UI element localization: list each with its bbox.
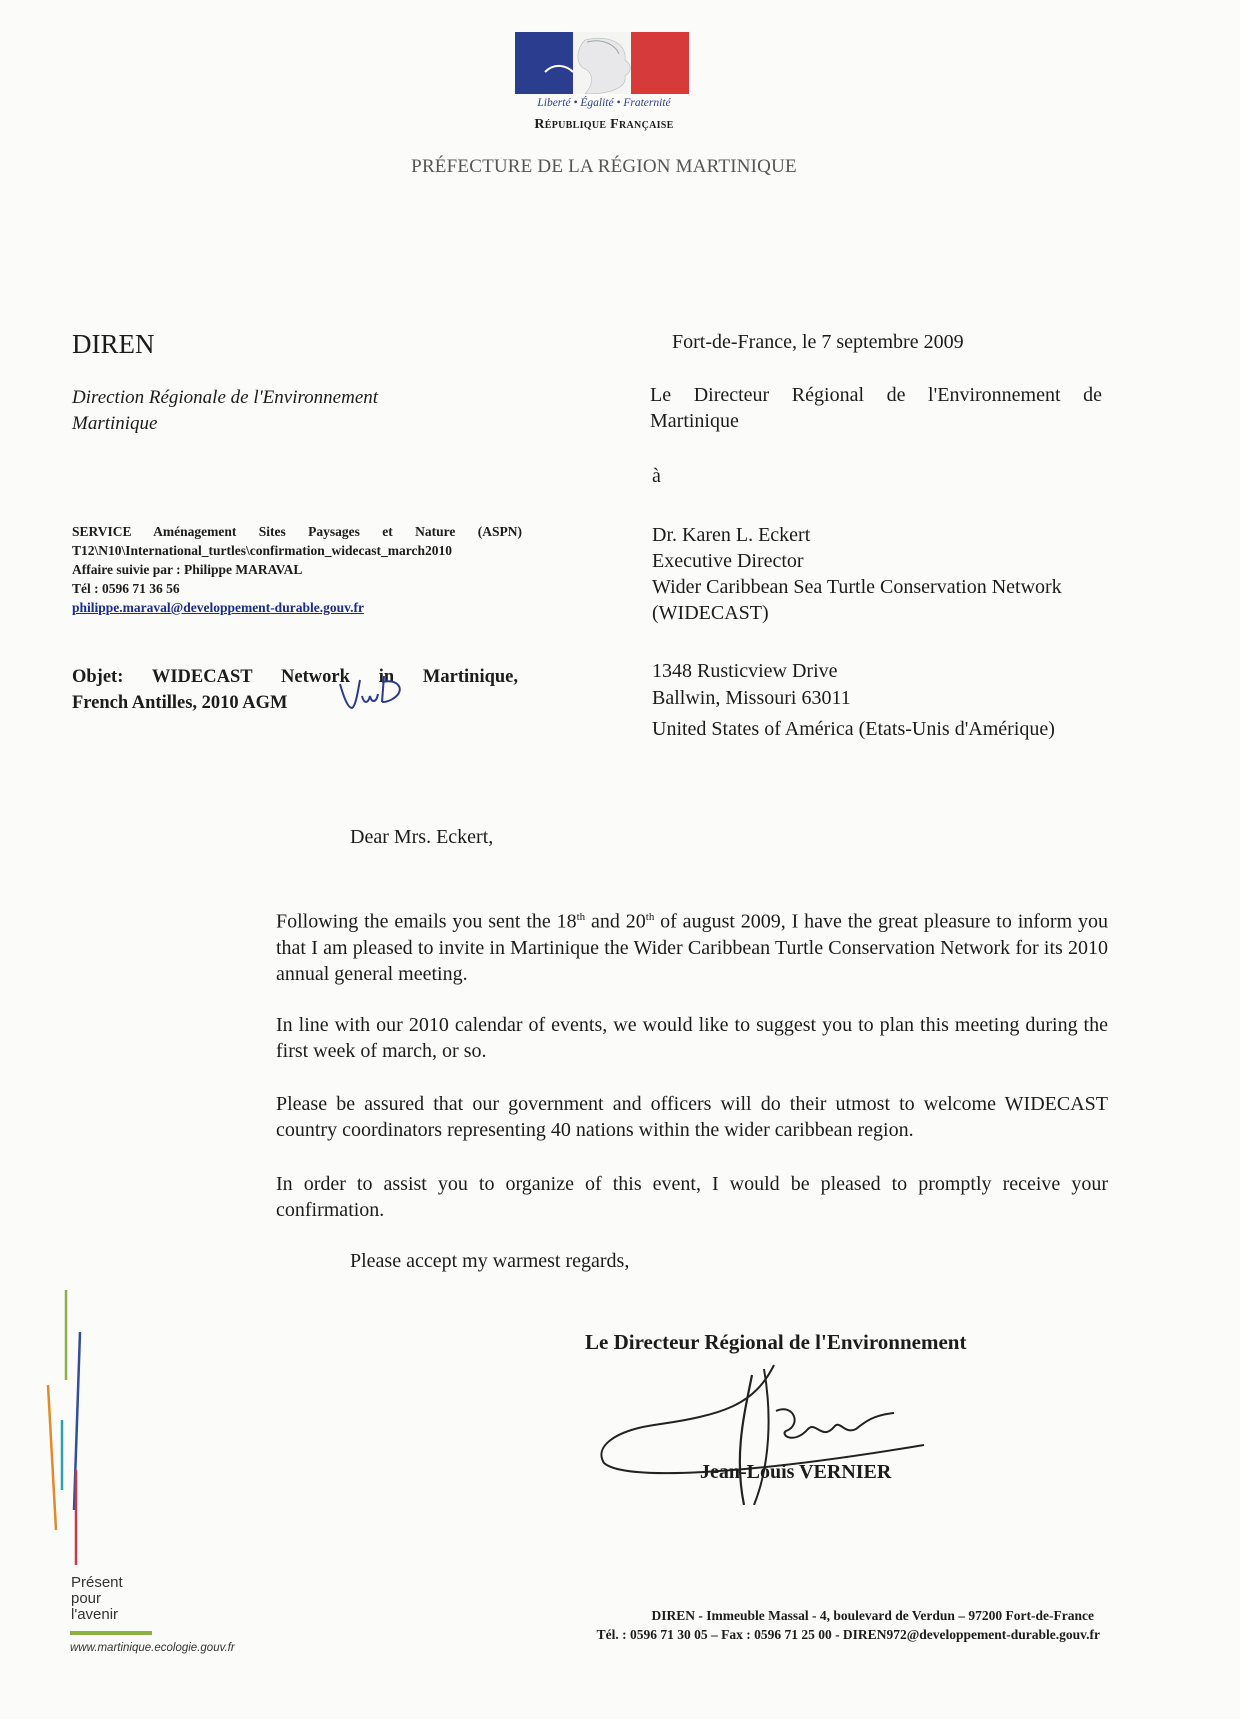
republique-francaise: République Française [534, 117, 674, 132]
signatory-name: Jean-Louis VERNIER [700, 1461, 892, 1483]
recipient-org-1: Wider Caribbean Sea Turtle Conservation Network [652, 576, 1062, 598]
director-line-2: Martinique [650, 410, 739, 432]
service-line: SERVICE Aménagement Sites Paysages et Nature (ASPN) [72, 524, 522, 539]
paragraph-1 [276, 904, 1108, 987]
address-country: United States of América (Etats-Unis d'Amérique) [652, 718, 1055, 740]
direction-line-2: Martinique [72, 413, 158, 434]
followed-by: Affaire suivie par : Philippe MARAVAL [72, 562, 303, 577]
service-block [72, 522, 522, 617]
green-bar [70, 1631, 152, 1635]
recipient-org-2: (WIDECAST) [652, 602, 769, 624]
decorative-lines [40, 1290, 90, 1570]
director-title [650, 382, 1102, 434]
paragraph-2: In line with our 2010 calendar of events, we would like to suggest you to plan this meeting during the first week of march, or so. [276, 1014, 1108, 1062]
present-line-1: Présent [71, 1574, 123, 1591]
present-line-3: l'avenir [71, 1606, 119, 1623]
paragraph-4: In order to assist you to organize of this event, I would be pleased to promptly receive your confirmation. [276, 1173, 1108, 1221]
paragraph-3: Please be assured that our government and officers will do their utmost to welcome WIDECAST country coordinators representing 40 nations within the wider caribbean region. [276, 1093, 1108, 1141]
subject-block [72, 664, 518, 716]
footer-address [540, 1606, 1100, 1644]
sender-email-link[interactable]: philippe.maraval@developpement-durable.gouv.fr [72, 600, 364, 615]
footer-address-line-1: DIREN - Immeuble Massal - 4, boulevard de Verdun – 97200 Fort-de-France [651, 1608, 1094, 1623]
sender-direction [72, 385, 492, 437]
file-reference: T12\N10\International_turtles\confirmation_widecast_march2010 [72, 543, 452, 558]
address-street: 1348 Rusticview Drive [652, 660, 838, 682]
recipient-block [652, 522, 1122, 626]
prefecture-heading: PRÉFECTURE DE LA RÉGION MARTINIQUE [411, 156, 797, 177]
subject-line-2: French Antilles, 2010 AGM [72, 693, 288, 713]
republic-motto: Liberté • Égalité • Fraternité [537, 97, 671, 109]
handwritten-note [336, 668, 426, 712]
sender-phone: Tél : 0596 71 36 56 [72, 581, 180, 596]
sender-name: DIREN [72, 329, 155, 359]
direction-line-1: Direction Régionale de l'Environnement [72, 387, 379, 408]
recipient-name: Dr. Karen L. Eckert [652, 524, 811, 546]
marianne-logo [515, 32, 689, 94]
p1-text-c: of august 2009, I have the great pleasure to inform you that I am pleased to invite in Martinique the Wider Caribbean Turtle Conservation Network for its 2010 annual general meeting. [276, 910, 1108, 985]
subject-line-1 [72, 664, 518, 690]
to-word: à [652, 465, 661, 487]
recipient-address [652, 658, 1132, 743]
director-line-1: Le Directeur Régional de l'Environnement de [650, 384, 1102, 406]
signature-title: Le Directeur Régional de l'Environnement [585, 1330, 967, 1354]
recipient-title: Executive Director [652, 550, 804, 572]
letter-date: Fort-de-France, le 7 septembre 2009 [672, 331, 964, 353]
p1-sup-2: th [645, 911, 655, 923]
salutation: Dear Mrs. Eckert, [350, 826, 494, 848]
p1-text-b: and 20 [585, 910, 646, 933]
subject-text-1: WIDECAST Network in Martinique, [151, 667, 518, 687]
website-link[interactable]: www.martinique.ecologie.gouv.fr [70, 1642, 235, 1654]
present-pour-lavenir [71, 1575, 123, 1623]
p1-sup-1: th [576, 911, 586, 923]
footer-address-line-2: Tél. : 0596 71 30 05 – Fax : 0596 71 25 00 - DIREN972@developpement-durable.gouv.fr [596, 1627, 1100, 1642]
closing: Please accept my warmest regards, [350, 1250, 630, 1272]
p1-text-a: Following the emails you sent the 18 [276, 910, 577, 933]
present-line-2: pour [71, 1590, 102, 1607]
address-city: Ballwin, Missouri 63011 [652, 687, 851, 709]
subject-label: Objet: [72, 667, 124, 687]
